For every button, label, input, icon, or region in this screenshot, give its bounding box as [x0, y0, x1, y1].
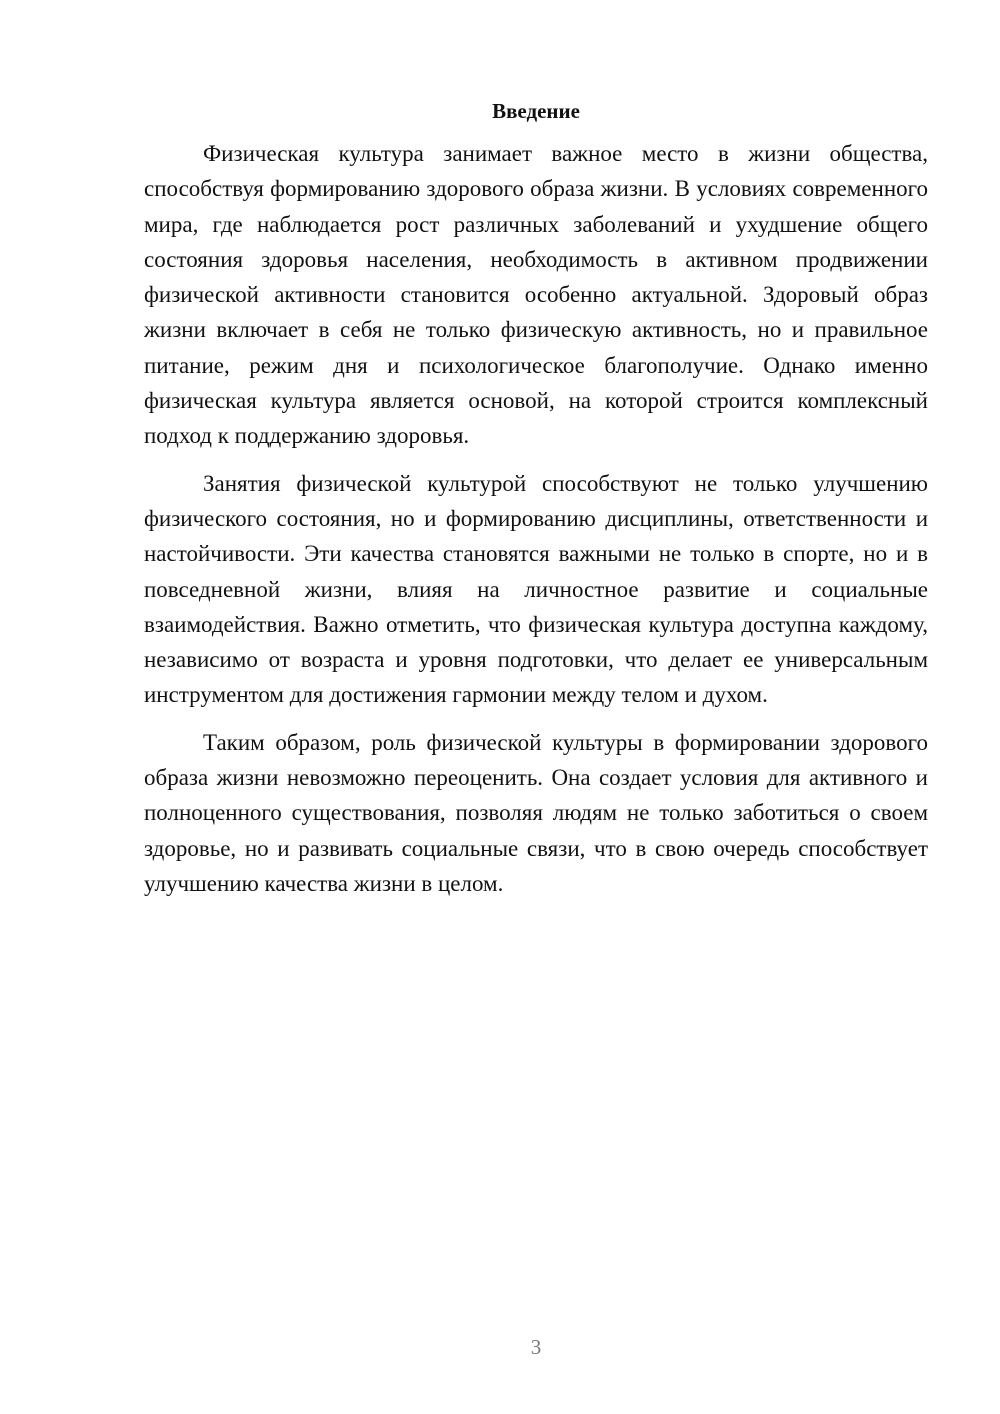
page-body — [144, 96, 928, 913]
paragraph-2: Занятия физической культурой способствуют не только улучшению физического состояния, но и формированию дисциплины, ответственности и настойчивости. Эти качества становятся важными не только в спорте, но и в повседневной жизни, влияя на личностное развитие и социальные взаимодействия. Важно отметить, что физическая культура доступна каждому, независимо от возраста и уровня подготовки, что делает ее универсальным инструментом для достижения гармонии между телом и духом. — [144, 470, 928, 708]
paragraph-3: Таким образом, роль физической культуры в формировании здорового образа жизни невозможно переоценить. Она создает условия для активного и полноценного существования, позволяя людям не только заботиться о своем здоровье, но и развивать социальные связи, что в свою очередь способствует улучшению качества жизни в целом. — [144, 729, 928, 896]
page-number: 3 — [530, 1335, 542, 1359]
paragraph-1: Физическая культура занимает важное место в жизни общества, способствуя формированию здорового образа жизни. В условиях современного мира, где наблюдается рост различных заболеваний и ухудшение общего состояния здоровья населения, необходимость в активном продвижении физической активности становится особенно актуальной. Здоровый образ жизни включает в себя не только физическую активность, но и правильное питание, режим дня и психологическое благополучие. Однако именно физическая культура является основой, на которой строится комплексный подход к поддержанию здоровья. — [144, 141, 928, 449]
section-heading: Введение — [492, 99, 580, 123]
